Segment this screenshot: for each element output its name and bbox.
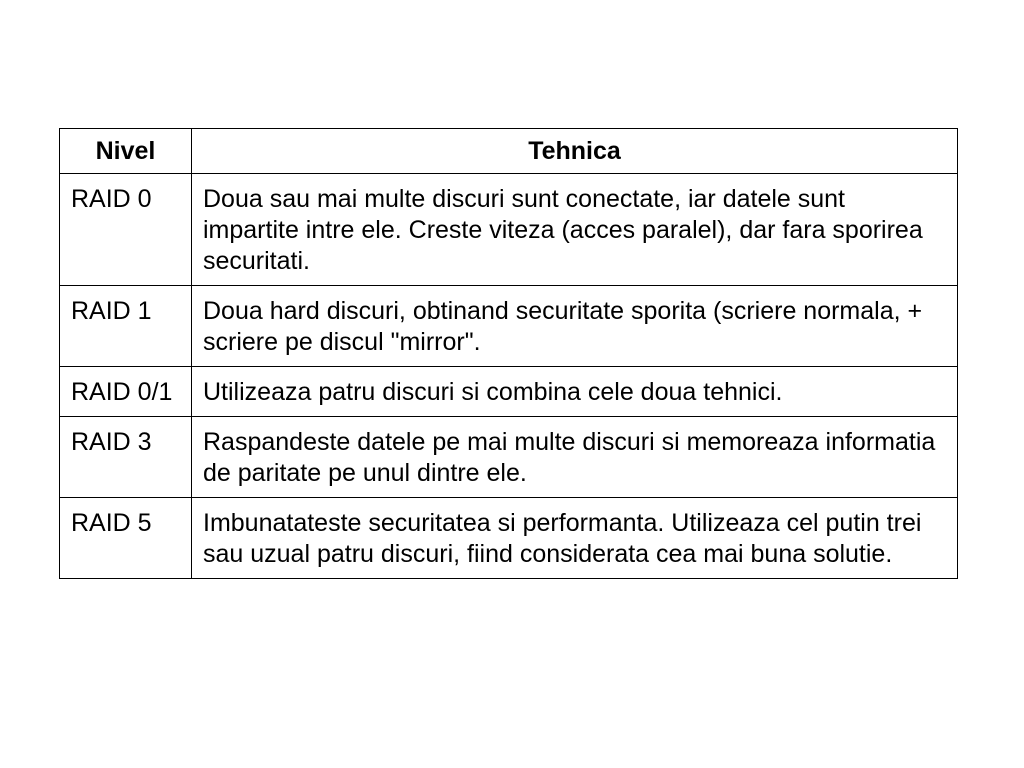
table-row: [60, 498, 958, 579]
cell-tehnica: Doua hard discuri, obtinand securitate sporita (scriere normala, + scriere pe discul "mirror".: [192, 286, 958, 367]
table-header: [60, 129, 958, 174]
raid-levels-table: [59, 128, 958, 579]
table-body: [60, 174, 958, 579]
cell-nivel: RAID 0/1: [60, 367, 192, 417]
cell-nivel: RAID 3: [60, 417, 192, 498]
cell-nivel: RAID 5: [60, 498, 192, 579]
cell-nivel: RAID 1: [60, 286, 192, 367]
header-row: [60, 129, 958, 174]
table-row: [60, 417, 958, 498]
cell-nivel: RAID 0: [60, 174, 192, 286]
cell-tehnica: Raspandeste datele pe mai multe discuri si memoreaza informatia de paritate pe unul dintre ele.: [192, 417, 958, 498]
table-row: [60, 367, 958, 417]
header-tehnica: Tehnica: [192, 129, 958, 174]
table-row: [60, 286, 958, 367]
cell-tehnica: Utilizeaza patru discuri si combina cele doua tehnici.: [192, 367, 958, 417]
header-nivel: Nivel: [60, 129, 192, 174]
cell-tehnica: Imbunatateste securitatea si performanta. Utilizeaza cel putin trei sau uzual patru discuri, fiind considerata cea mai buna solutie.: [192, 498, 958, 579]
cell-tehnica: Doua sau mai multe discuri sunt conectate, iar datele sunt impartite intre ele. Creste viteza (acces paralel), dar fara sporirea securitati.: [192, 174, 958, 286]
table-row: [60, 174, 958, 286]
